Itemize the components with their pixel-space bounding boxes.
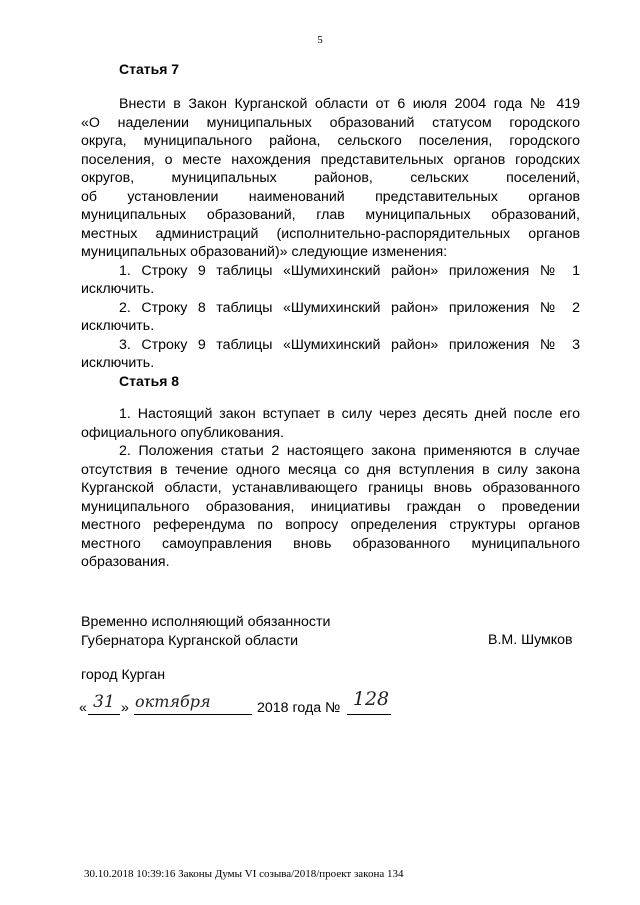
article-8-p2-line: муниципального образования, инициативы граждан о проведении — [81, 498, 580, 515]
article-8-p2-line: образования. — [81, 554, 170, 570]
item-1-line1: 1. Строку 9 таблицы «Шумихинский район» приложения № 1 — [119, 262, 580, 279]
page-number: 5 — [317, 34, 323, 46]
date-line — [79, 688, 419, 722]
article-7-line: местных администраций (исполнительно-распорядительных органов — [81, 225, 580, 242]
item-3-line2: исключить. — [81, 355, 155, 371]
footer-file-info: 30.10.2018 10:39:16 Законы Думы VI созыва/2018/проект закона 134 — [84, 868, 404, 880]
item-3-line1: 3. Строку 9 таблицы «Шумихинский район» приложения № 3 — [119, 336, 580, 353]
article-7-line: поселения, о месте нахождения представительных органов городских — [81, 151, 580, 168]
article-8-heading: Статья 8 — [119, 373, 180, 389]
number-underline — [347, 714, 391, 715]
article-8-p2-line: местного самоуправления вновь образованного муниципального — [81, 535, 580, 552]
city-name: город Курган — [81, 667, 166, 683]
item-1-line2: исключить. — [81, 281, 155, 297]
close-quote: » — [121, 700, 129, 716]
signatory-title-line1: Временно исполняющий обязанности — [81, 614, 331, 630]
item-2-line1: 2. Строку 8 таблицы «Шумихинский район» приложения № 2 — [119, 299, 580, 316]
article-7-heading: Статья 7 — [119, 61, 180, 77]
article-8-p1-line: 1. Настоящий закон вступает в силу через десять дней после его — [119, 406, 580, 422]
article-7-line: об установлении наименований представительных органов — [81, 188, 580, 205]
article-8-p2-line: отсутствия в течение одного месяца со дня вступления в силу закона — [81, 461, 580, 478]
handwritten-number: 128 — [352, 688, 390, 710]
open-quote: « — [79, 700, 87, 716]
article-8-body — [81, 405, 580, 572]
article-7-line: «О наделении муниципальных образований статусом городского — [81, 114, 580, 131]
signatory-title — [81, 613, 330, 651]
item-2-line2: исключить. — [81, 318, 155, 334]
article-7-body — [81, 95, 580, 373]
article-7-line: муниципальных образований, глав муниципальных образований, — [81, 207, 580, 223]
article-7-line: округа, муниципального района, сельского поселения, городского — [81, 133, 580, 149]
article-7-line: округов, муниципальных районов, сельских поселений, — [81, 170, 580, 186]
article-8-p2-line: местного референдума по вопросу определения структуры органов — [81, 517, 580, 533]
day-underline — [88, 714, 120, 715]
article-8-p2-line: Курганской области, устанавливающего границы вновь образованного — [81, 480, 580, 496]
article-7-line: Внести в Закон Курганской области от 6 июля 2004 года № 419 — [119, 96, 580, 112]
article-8-p1-line: официального опубликования. — [81, 424, 284, 441]
article-7-line: муниципальных образований)» следующие изменения: — [81, 244, 448, 260]
year-label: 2018 года № — [257, 700, 341, 716]
signatory-title-line2: Губернатора Курганской области — [81, 633, 299, 649]
article-8-p2-line: 2. Положения статьи 2 настоящего закона применяются в случае — [119, 443, 580, 459]
month-underline — [134, 714, 252, 715]
signatory-name: В.М. Шумков — [488, 632, 573, 648]
handwritten-day: 31 — [93, 692, 115, 712]
handwritten-month: октября — [135, 692, 211, 711]
